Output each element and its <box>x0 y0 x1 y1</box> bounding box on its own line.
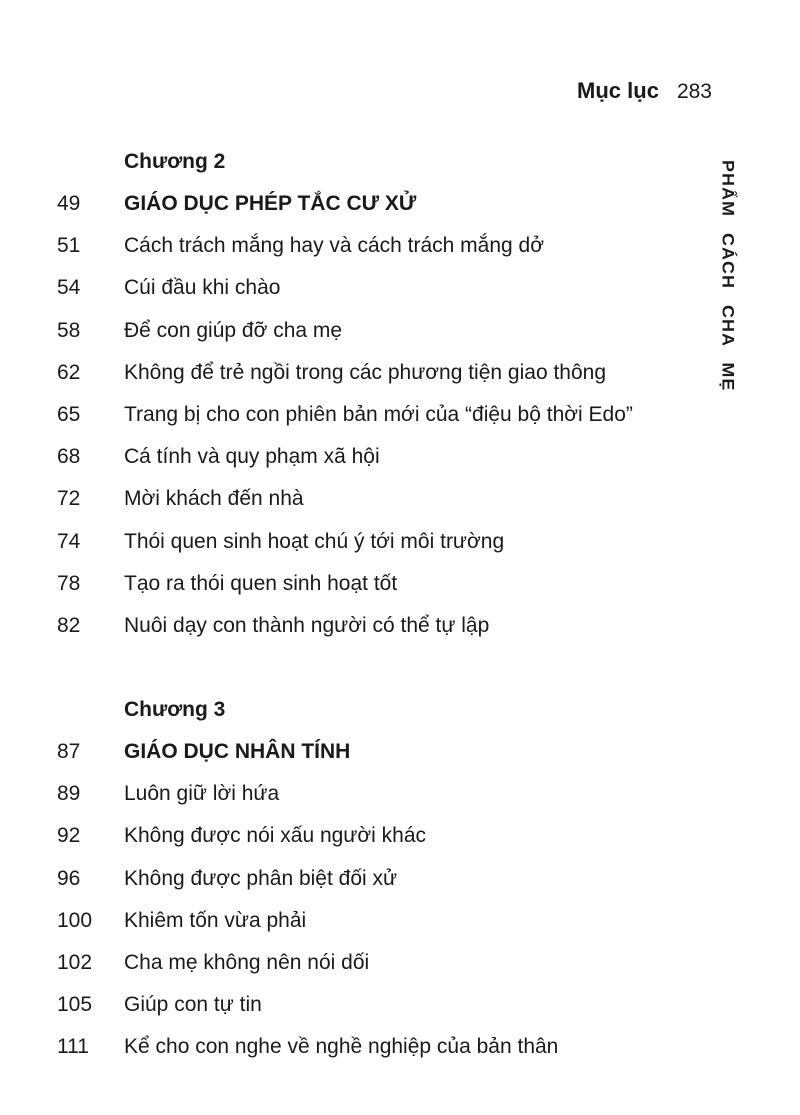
toc-entry-title: Kể cho con nghe về nghề nghiệp của bản thân <box>124 1035 559 1059</box>
chapter-label: Chương 3 <box>124 698 226 721</box>
toc-entry[interactable] <box>0 951 700 981</box>
toc-entry-page: 87 <box>57 740 81 763</box>
toc-entry[interactable] <box>0 319 700 349</box>
toc-entry-title: GIÁO DỤC PHÉP TẮC CƯ XỬ <box>124 192 417 215</box>
toc-entry-title: Không được phân biệt đối xử <box>124 866 398 890</box>
toc-entry-title: Nuôi dạy con thành người có thể tự lập <box>124 614 490 637</box>
toc-entry-page: 102 <box>57 951 93 974</box>
toc-entry[interactable] <box>0 782 700 812</box>
toc-entry[interactable] <box>0 867 700 897</box>
toc-entry-title: GIÁO DỤC NHÂN TÍNH <box>124 740 351 763</box>
toc-entry-page: 72 <box>57 487 81 511</box>
toc-entry[interactable] <box>0 572 700 602</box>
toc-entry-title: Không để trẻ ngồi trong các phương tiện giao thông <box>124 360 607 384</box>
toc-entry-page: 105 <box>57 993 93 1017</box>
toc-entry-page: 89 <box>57 782 81 806</box>
toc-entry-title: Cá tính và quy phạm xã hội <box>124 445 380 469</box>
toc-entry-page: 78 <box>57 571 81 595</box>
toc-entry-title: Cách trách mắng hay và cách trách mắng dở <box>124 234 544 258</box>
toc-entry[interactable] <box>0 993 700 1023</box>
toc-entry-page: 68 <box>57 445 81 469</box>
toc-entry-page: 100 <box>57 908 93 932</box>
toc-entry[interactable] <box>0 445 700 475</box>
toc-entry-title: Thói quen sinh hoạt chú ý tới môi trường <box>124 529 505 553</box>
toc-entry-title: Cha mẹ không nên nói dối <box>124 951 370 974</box>
toc-entry-page: 54 <box>57 276 81 300</box>
toc-entry-page: 51 <box>57 234 81 258</box>
toc-entry[interactable] <box>0 361 700 391</box>
running-title: Mục lục <box>577 78 659 103</box>
toc-entry[interactable] <box>0 1035 700 1065</box>
toc-entry-page: 58 <box>57 318 81 342</box>
toc-entry-title: Không được nói xấu người khác <box>124 824 426 848</box>
toc-entry-page: 62 <box>57 360 81 384</box>
toc-entry-page: 65 <box>57 403 81 426</box>
side-book-title: PHẨM CÁCH CHA MẸ <box>718 160 737 392</box>
toc-entry[interactable] <box>0 487 700 517</box>
page-number: 283 <box>676 80 712 103</box>
toc-entry-title: Giúp con tự tin <box>124 993 262 1017</box>
toc-entry-page: 74 <box>57 529 81 553</box>
toc-entry-title: Khiêm tốn vừa phải <box>124 908 307 932</box>
toc-entry-page: 92 <box>57 824 81 848</box>
chapter-heading-entry[interactable] <box>0 740 700 770</box>
toc-entry-page: 49 <box>57 192 81 215</box>
toc-entry-title: Cúi đầu khi chào <box>124 276 281 300</box>
chapter-label: Chương 2 <box>124 150 226 173</box>
toc-entry-title: Tạo ra thói quen sinh hoạt tốt <box>124 571 398 595</box>
toc-entry-page: 96 <box>57 866 81 890</box>
toc-entry-title: Luôn giữ lời hứa <box>124 782 280 806</box>
toc-entry[interactable] <box>0 614 700 644</box>
toc-entry-page: 82 <box>57 614 81 637</box>
toc-entry[interactable] <box>0 909 700 939</box>
toc-entry[interactable] <box>0 824 700 854</box>
toc-entry-title: Mời khách đến nhà <box>124 487 304 511</box>
chapter-heading-entry[interactable] <box>0 192 700 222</box>
toc-entry-title: Trang bị cho con phiên bản mới của “điệu bộ thời Edo” <box>124 403 633 426</box>
page-header <box>577 78 712 104</box>
toc-entry-title: Để con giúp đỡ cha mẹ <box>124 318 343 342</box>
toc-entry[interactable] <box>0 403 700 433</box>
toc-entry[interactable] <box>0 530 700 560</box>
toc-entry[interactable] <box>0 234 700 264</box>
toc-entry[interactable] <box>0 276 700 306</box>
toc-entry-page: 111 <box>57 1035 89 1059</box>
